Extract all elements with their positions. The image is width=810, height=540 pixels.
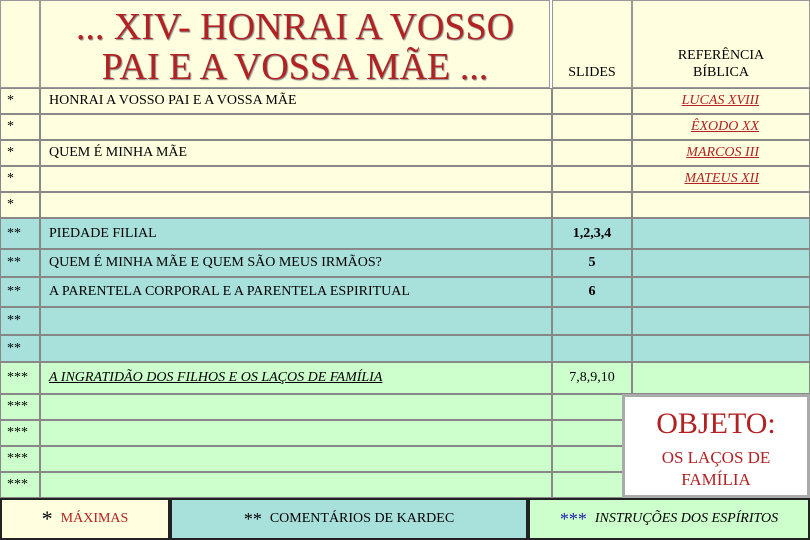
objective-title: OBJETO: bbox=[656, 407, 776, 440]
row-ref bbox=[632, 307, 810, 335]
row-slides bbox=[552, 420, 632, 446]
row-text: HONRAI A VOSSO PAI E A VOSSA MÃE bbox=[40, 88, 552, 114]
row-slides: 6 bbox=[552, 277, 632, 307]
row-marker: * bbox=[0, 114, 40, 140]
bible-reference-link[interactable]: ÊXODO XX bbox=[690, 119, 759, 134]
bible-reference-link[interactable]: LUCAS XVIII bbox=[681, 93, 759, 108]
objective-line-2: FAMÍLIA bbox=[681, 470, 751, 489]
row-text bbox=[40, 472, 552, 498]
objective-line-1: OS LAÇOS DE bbox=[661, 448, 771, 467]
row-marker: * bbox=[0, 166, 40, 192]
row-slides bbox=[552, 88, 632, 114]
header-corner-cell bbox=[0, 0, 40, 88]
row-text bbox=[40, 114, 552, 140]
row-ref bbox=[632, 362, 810, 394]
bible-reference-link[interactable]: MATEUS XII bbox=[684, 171, 759, 186]
row-text: A INGRATIDÃO DOS FILHOS E OS LAÇOS DE FAMÍLIA bbox=[40, 362, 552, 394]
row-ref bbox=[632, 218, 810, 249]
row-slides bbox=[552, 472, 632, 498]
row-marker: * bbox=[0, 140, 40, 166]
row-marker: ** bbox=[0, 307, 40, 335]
slides-header-label: SLIDES bbox=[568, 65, 616, 80]
legend-maximas-label: MÁXIMAS bbox=[60, 511, 129, 526]
legend-instrucoes-label: INSTRUÇÕES DOS ESPÍRITOS bbox=[594, 511, 779, 526]
row-slides: 1,2,3,4 bbox=[552, 218, 632, 249]
row-slides bbox=[552, 140, 632, 166]
row-marker: * bbox=[0, 88, 40, 114]
page-title bbox=[40, 0, 550, 88]
title-line-1: ... XIV- HONRAI A VOSSO bbox=[75, 6, 515, 48]
row-marker: * bbox=[0, 192, 40, 218]
table-row bbox=[0, 166, 810, 192]
table-row bbox=[0, 362, 810, 394]
row-text bbox=[40, 307, 552, 335]
title-line-2: PAI E A VOSSA MÃE ... bbox=[101, 46, 489, 88]
legend-maximas-marker: * bbox=[41, 506, 53, 531]
row-slides bbox=[552, 307, 632, 335]
legend-comentarios bbox=[170, 498, 528, 540]
row-marker: *** bbox=[0, 394, 40, 420]
row-marker: *** bbox=[0, 362, 40, 394]
row-slides bbox=[552, 335, 632, 362]
row-slides: 7,8,9,10 bbox=[552, 362, 632, 394]
table-row bbox=[0, 140, 810, 166]
row-text: A PARENTELA CORPORAL E A PARENTELA ESPIRITUAL bbox=[40, 277, 552, 307]
row-marker: ** bbox=[0, 218, 40, 249]
legend-comentarios-marker: ** bbox=[243, 508, 262, 529]
row-slides bbox=[552, 446, 632, 472]
legend-instrucoes bbox=[528, 498, 810, 540]
row-text bbox=[40, 420, 552, 446]
table-row bbox=[0, 218, 810, 249]
legend-instrucoes-marker: *** bbox=[559, 508, 587, 529]
ref-header-line-2: BÍBLICA bbox=[693, 65, 749, 80]
row-text bbox=[40, 394, 552, 420]
table-row bbox=[0, 277, 810, 307]
legend-comentarios-label: COMENTÁRIOS DE KARDEC bbox=[269, 511, 455, 526]
row-text bbox=[40, 335, 552, 362]
row-text: QUEM É MINHA MÃE E QUEM SÃO MEUS IRMÃOS? bbox=[40, 249, 552, 277]
table-row bbox=[0, 249, 810, 277]
row-marker: ** bbox=[0, 335, 40, 362]
objective-box bbox=[622, 394, 810, 498]
row-slides bbox=[552, 114, 632, 140]
row-marker: *** bbox=[0, 472, 40, 498]
row-ref bbox=[632, 277, 810, 307]
table-row bbox=[0, 335, 810, 362]
table-row bbox=[0, 192, 810, 218]
row-slides bbox=[552, 166, 632, 192]
row-marker: *** bbox=[0, 446, 40, 472]
legend-maximas bbox=[0, 498, 170, 540]
row-ref bbox=[632, 249, 810, 277]
row-marker: ** bbox=[0, 277, 40, 307]
row-marker: *** bbox=[0, 420, 40, 446]
table-row bbox=[0, 114, 810, 140]
reference-column-header bbox=[632, 0, 810, 88]
slides-column-header bbox=[552, 0, 632, 88]
row-text: PIEDADE FILIAL bbox=[40, 218, 552, 249]
row-slides bbox=[552, 192, 632, 218]
row-marker: ** bbox=[0, 249, 40, 277]
ref-header-line-1: REFERÊNCIA bbox=[677, 48, 765, 63]
row-text bbox=[40, 192, 552, 218]
row-slides bbox=[552, 394, 632, 420]
row-ref bbox=[632, 335, 810, 362]
bible-reference-link[interactable]: MARCOS III bbox=[686, 145, 759, 160]
row-text bbox=[40, 166, 552, 192]
table-row bbox=[0, 307, 810, 335]
row-text bbox=[40, 446, 552, 472]
row-text: QUEM É MINHA MÃE bbox=[40, 140, 552, 166]
table-row bbox=[0, 88, 810, 114]
row-slides: 5 bbox=[552, 249, 632, 277]
